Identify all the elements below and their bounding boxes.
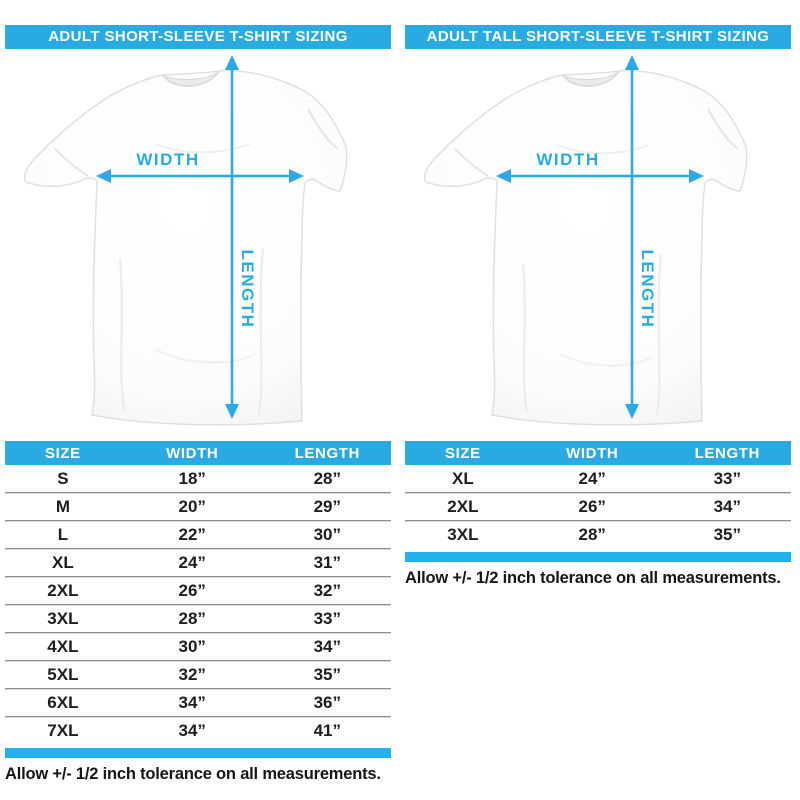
width-label: WIDTH [136,150,200,169]
table-row [405,521,791,549]
table-cell: 33” [264,605,391,633]
table-header-row [405,441,791,465]
accent-bar [5,748,391,758]
tolerance-note: Allow +/- 1/2 inch tolerance on all measurements. [5,765,381,783]
table-cell: 2XL [405,493,521,521]
table-row [5,633,391,661]
table-cell: 31” [264,549,391,577]
table-cell: 34” [121,689,264,717]
table-row [5,521,391,549]
table-cell: XL [5,549,121,577]
tshirt-image [5,49,391,432]
table-cell: 32” [264,577,391,605]
table-cell: 30” [121,633,264,661]
col-header-width: WIDTH [121,441,264,465]
table-row [405,465,791,493]
tolerance-note: Allow +/- 1/2 inch tolerance on all measurements. [405,569,781,587]
table-cell: 41” [264,717,391,745]
panel-adult-regular [5,25,391,784]
panel-adult-tall [405,25,791,784]
table-row [5,661,391,689]
table-cell: XL [452,469,474,488]
table-cell: 34” [264,633,391,661]
table-cell: 33” [713,469,742,488]
table-row [5,577,391,605]
table-cell: 30” [264,521,391,549]
panel-title: ADULT SHORT-SLEEVE T-SHIRT SIZING [5,25,391,49]
table-cell: 32” [121,661,264,689]
tshirt-outline [425,70,747,425]
table-cell: 7XL [5,717,121,745]
col-header-width: WIDTH [521,441,664,465]
col-header-length: LENGTH [264,441,391,465]
col-header-size: SIZE [405,441,521,465]
tshirt-diagram [405,49,791,432]
col-header-size: SIZE [5,441,121,465]
table-cell: 36” [264,689,391,717]
table-cell: 6XL [5,689,121,717]
table-row [5,465,391,493]
tshirt-image [405,49,791,432]
length-label: LENGTH [638,249,657,329]
table-cell: 3XL [405,521,521,549]
table-cell: 35” [664,521,791,549]
accent-bar [405,552,791,562]
panel-title: ADULT TALL SHORT-SLEEVE T-SHIRT SIZING [405,25,791,49]
table-cell: 20” [121,493,264,521]
table-cell: 24” [578,469,606,488]
table-cell: 29” [264,493,391,521]
col-header-length: LENGTH [664,441,791,465]
table-cell: 28” [121,605,264,633]
tshirt-outline [25,70,347,425]
table-cell: 34” [121,717,264,745]
table-cell: 5XL [5,661,121,689]
table-cell: 18” [178,469,206,488]
table-row [5,493,391,521]
table-cell: S [57,469,69,488]
size-table-tall [405,441,791,548]
table-cell: 22” [121,521,264,549]
table-cell: 4XL [5,633,121,661]
table-cell: 35” [264,661,391,689]
length-label: LENGTH [238,249,257,329]
table-row [5,605,391,633]
table-cell: 26” [121,577,264,605]
table-cell: 24” [121,549,264,577]
table-row [5,689,391,717]
table-header-row [5,441,391,465]
table-cell: 28” [521,521,664,549]
table-cell: 34” [664,493,791,521]
tshirt-diagram [5,49,391,432]
table-row [5,717,391,745]
width-label: WIDTH [536,150,600,169]
size-table-regular [5,441,391,744]
table-row [5,549,391,577]
table-cell: 26” [521,493,664,521]
table-cell: 3XL [5,605,121,633]
table-cell: 28” [313,469,342,488]
table-cell: L [5,521,121,549]
table-row [405,493,791,521]
table-cell: M [5,493,121,521]
table-cell: 2XL [5,577,121,605]
